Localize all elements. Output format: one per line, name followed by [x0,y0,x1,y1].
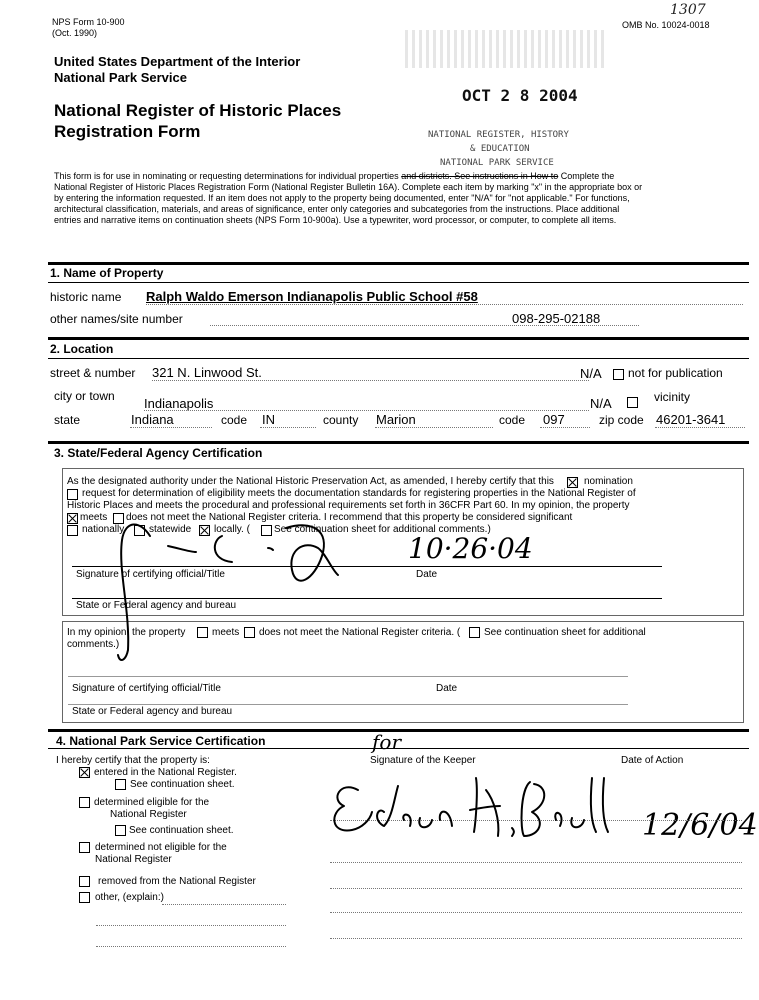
county-code-value: 097 [543,412,565,427]
certifier-signature-stroke-4 [286,525,338,580]
keeper-signature-stroke-1 [334,787,372,830]
form-date: (Oct. 1990) [52,28,98,38]
removed-label: removed from the National Register [98,876,256,887]
locally-label: locally. ( [214,524,250,535]
historic-name-value: Ralph Waldo Emerson Indianapolis Public School #58 [146,289,478,304]
keeper-signature-stroke-7 [522,782,545,836]
eligible-label-b: National Register [110,809,187,820]
county-value: Marion [376,412,416,427]
historic-name-label: historic name [50,290,122,304]
opinion-meets-label: meets [212,627,240,638]
instructions-line3: by entering the information requested. If an item does not apply to the property being documented, enter "N/A" for "not applicable." For functions, [54,193,630,203]
opinion-does-not-meet-label: does not meet the National Register criteria. ( [259,627,461,638]
certify-text: I hereby certify that the property is: [56,755,210,766]
see-continuation-1-label: See continuation sheet. [130,779,235,790]
not-eligible-label-a: determined not eligible for the [95,842,227,853]
city-label: city or town [54,389,115,403]
keeper-signature-stroke-3 [403,815,432,828]
state-code-value: IN [262,412,275,427]
keeper-signature-stroke-2 [377,786,398,826]
signature-label: Signature of certifying official/Title [76,569,225,580]
keeper-signature-stroke-5 [470,778,500,836]
handwritten-for: for [372,730,402,754]
agency-label: State or Federal agency and bureau [76,600,237,611]
opinion-see-continuation-label: See continuation sheet for additional [484,627,646,638]
section4-heading: 4. National Park Service Certification [56,734,266,748]
entered-label: entered in the National Register. [94,767,237,778]
statewide-label: statewide [149,524,192,535]
state-label: state [54,413,81,427]
cert-paragraph-line3: Historic Places and meets the procedural and professional requirements set forth in 36CFR Part 60. In my opinion, the property [67,500,630,511]
cert-paragraph-line1: As the designated authority under the National Historic Preservation Act, as amended, I hereby certify that this [67,476,554,487]
department-name: United States Department of the Interior [54,54,301,69]
city-value: Indianapolis [144,396,214,411]
see-continuation-2-label: See continuation sheet. [129,825,234,836]
keeper-signature-stroke-8 [555,813,584,827]
opinion-comments: comments.) [67,639,120,650]
opinion-text: In my opinion, the property [67,627,186,638]
stamp-date: OCT 2 8 2004 [462,86,578,105]
handwritten-reference: 1307 [670,2,706,18]
na-publication: N/A [580,366,602,381]
see-continuation-label: See continuation sheet for additional comments.) [274,524,491,535]
zip-label: zip code [599,413,644,427]
other-names-value: 098-295-02188 [512,311,601,326]
street-value: 321 N. Linwood St. [152,365,262,380]
county-code-label: code [499,413,526,427]
zip-value: 46201-3641 [656,412,726,427]
does-not-meet-label: does not meet the National Register criteria. I recommend that this property be considered significant [126,512,573,523]
other-label: other, (explain:) [95,892,164,903]
handwritten-action-date: 12/6/04 [642,808,758,843]
instructions-line2: National Register of Historic Places Registration Form (National Register Bulletin 16A). Complete each item by marking "x" in the appropriate box or [54,182,643,192]
street-label: street & number [50,366,136,380]
cert-paragraph-line2: request for determination of eligibility meets the documentation standards for registering properties in the National Register of [82,488,636,499]
not-for-publication-label: not for publication [628,366,723,380]
vicinity-label: vicinity [654,390,691,404]
certifier-signature-stroke-2 [168,546,196,552]
stamp-line3: NATIONAL PARK SERVICE [440,158,554,168]
date-of-action-label: Date of Action [621,755,684,766]
keeper-signature-stroke-6 [512,828,514,836]
not-eligible-label-b: National Register [95,854,172,865]
date-label: Date [416,569,438,580]
date-label-2: Date [436,683,458,694]
meets-label: meets [80,512,108,523]
keeper-signature-stroke-9 [591,778,608,832]
county-label: county [323,413,359,427]
eligible-label-a: determined eligible for the [94,797,210,808]
other-names-label: other names/site number [50,312,183,326]
keeper-label: Signature of the Keeper [370,755,476,766]
instructions-line4: architectural classification, materials, and areas of significance, enter only categories and subcategories from the instructions. Place additional [54,204,620,214]
instructions-line5: entries and narrative items on continuation sheets (NPS Form 10-900a). Use a typewriter, word processor, or computer, to complete all items. [54,215,617,225]
section1-heading: 1. Name of Property [50,266,164,280]
service-name: National Park Service [54,70,187,85]
signature-label-2: Signature of certifying official/Title [72,683,221,694]
state-value: Indiana [131,412,174,427]
keeper-signature-stroke-4 [440,812,452,826]
certifier-signature-stroke-1 [118,524,150,660]
section2-heading: 2. Location [50,342,114,356]
form-title-line2: Registration Form [54,122,201,141]
stamp-line1: NATIONAL REGISTER, HISTORY [428,130,569,140]
agency-label-2: State or Federal agency and bureau [72,706,233,717]
handwritten-cert-date: 10·26·04 [408,532,533,565]
certifier-signature-stroke-3 [215,536,232,562]
omb-number: OMB No. 10024-0018 [622,20,710,30]
code-label: code [221,413,248,427]
section3-heading: 3. State/Federal Agency Certification [54,446,263,460]
instructions-line1: This form is for use in nominating or requesting determinations for individual properties and districts. See instructions in How to Complete the [54,171,615,181]
stamp-line2: & EDUCATION [470,144,530,154]
certifier-signature-stroke-5 [268,548,273,550]
form-number: NPS Form 10-900 [52,17,125,27]
nomination-label: nomination [584,476,633,487]
form-title-line1: National Register of Historic Places [54,101,342,120]
na-vicinity: N/A [590,396,612,411]
nationally-label: nationally [82,524,125,535]
